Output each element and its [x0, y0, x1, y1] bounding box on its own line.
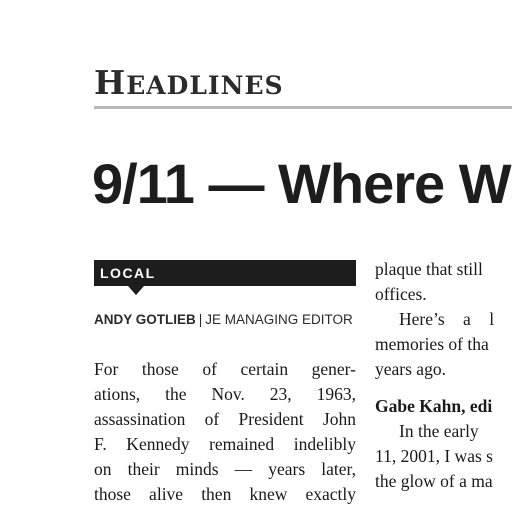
body-line: plaque that still — [375, 259, 483, 279]
body-text: Here’s a l — [399, 309, 495, 329]
byline-separator: | — [198, 312, 203, 327]
section-title-initial: H — [94, 63, 127, 102]
section-title — [94, 63, 512, 102]
body-line: memories of tha — [375, 334, 489, 354]
body-line: ations, the Nov. 23, 1963, — [94, 384, 356, 404]
body-line: the glow of a ma — [375, 471, 493, 491]
byline-title: JE MANAGING EDITOR — [205, 312, 353, 327]
body-line: assassination of President John — [94, 409, 356, 429]
paragraph-first-line — [375, 307, 512, 332]
paragraph-first-line: In the early — [399, 421, 479, 441]
byline-author: ANDY GOTLIEB — [94, 312, 196, 327]
category-tag-pointer — [128, 286, 144, 295]
article-headline: 9/11 — Where W — [92, 152, 511, 215]
byline — [94, 312, 353, 328]
body-line: on their minds — years later, — [94, 459, 356, 479]
body-line: offices. — [375, 284, 427, 304]
body-line: those alive then knew exactly — [94, 484, 356, 504]
subhead: Gabe Kahn, edi — [375, 396, 493, 416]
body-line: years ago. — [375, 359, 446, 379]
category-tag: LOCAL — [94, 260, 356, 286]
body-line: 11, 2001, I was s — [375, 446, 493, 466]
body-line: For those of certain gener- — [94, 359, 356, 379]
section-title-rest: EADLINES — [126, 71, 284, 100]
article-body-left-column — [94, 357, 356, 507]
paragraph-gap — [375, 382, 512, 394]
section-divider — [94, 106, 512, 109]
body-line: F. Kennedy remained indelibly — [94, 434, 356, 454]
article-body-right-column — [375, 257, 512, 494]
